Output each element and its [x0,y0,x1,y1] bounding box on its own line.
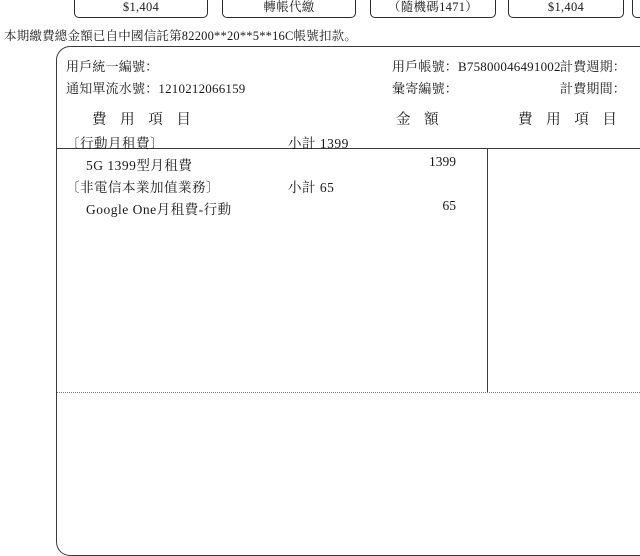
fee-item-header-right: 費 用 項 目 [518,112,622,128]
account-label: 用戶帳號： [392,59,459,74]
fee-group-label: 〔非電信本業加值業務〕 [66,180,220,195]
fee-description: Google One月租費-行動 [86,202,232,217]
payment-method-cell [222,0,356,18]
fee-row [0,154,487,176]
fee-table-left [0,132,487,220]
summary-cell-strip [0,0,640,24]
payment-method-value: 轉帳代繳 [263,0,315,14]
amount-left-value: $1,404 [122,0,160,14]
notice-serial-row [66,78,246,97]
billing-period-label: 計費期間： [560,81,627,96]
fee-subtotal: 小計 1399 [288,136,349,151]
amount-right-cell [508,0,624,18]
fee-amount: 65 [442,198,456,213]
billing-period-row [560,78,626,97]
random-code-cell [370,0,496,18]
amount-left-cell [74,0,208,18]
notice-serial-label: 通知單流水號： [66,81,159,96]
amount-right-value: $1,404 [547,0,585,14]
fee-amount-header-left: 金 額 [396,112,444,128]
mail-code-row [392,78,458,97]
random-code-value: （隨機碼1471） [387,0,479,14]
payment-notice: 本期繳費總金額已自中國信託第82200**20**5**16C帳號扣款。 [4,29,358,43]
account-value: B75800046491002 [458,59,561,74]
fee-group-label: 〔行動月租費〕 [66,136,164,151]
fee-description: 5G 1399型月租費 [86,158,193,173]
fee-row [0,176,487,198]
customer-id-label: 用戶統一編號： [66,59,159,74]
notice-serial-value: 1210212066159 [158,81,246,96]
customer-id-row [66,56,158,75]
account-row [392,56,561,75]
fee-row [0,198,487,220]
fee-item-header-left: 費 用 項 目 [92,112,196,128]
edge-cell [632,0,640,18]
panel-divider [487,148,488,392]
fee-amount: 1399 [429,154,456,169]
fee-row [0,132,487,154]
tear-line [57,392,640,393]
fee-subtotal: 小計 65 [288,180,335,195]
billing-cycle-label: 計費週期： [560,59,627,74]
mail-code-label: 彙寄編號： [392,81,459,96]
billing-cycle-row [560,56,626,75]
